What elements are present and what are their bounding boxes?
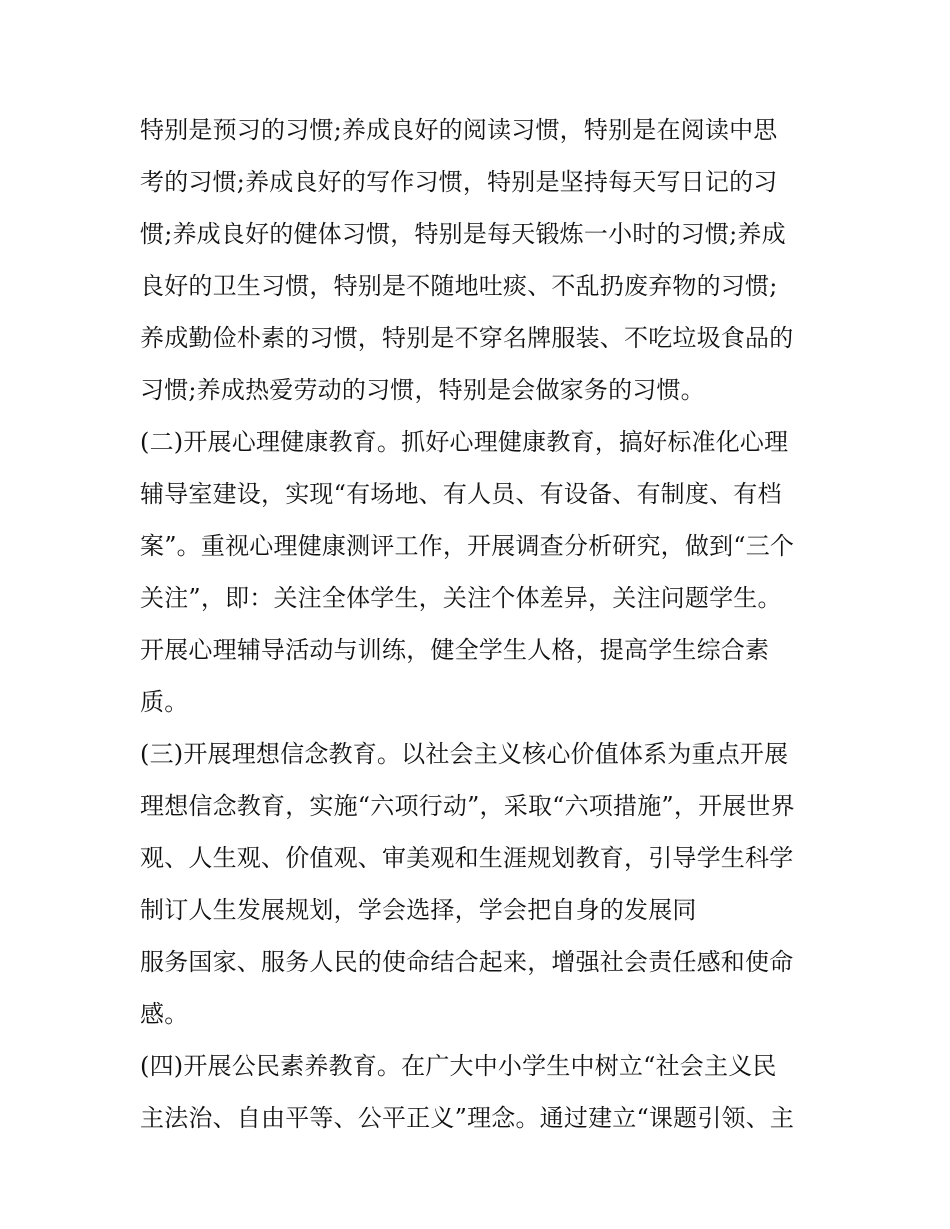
text-line: 习惯;养成热爱劳动的习惯，特别是会做家务的习惯。 (140, 376, 705, 404)
text-line: 观、人生观、价值观、审美观和生涯规划教育，引导学生科学 (140, 844, 794, 872)
text-line: 感。 (140, 1000, 189, 1028)
text-line: 关注”，即：关注全体学生，关注个体差异，关注问题学生。 (140, 584, 782, 612)
text-line: 辅导室建设，实现“有场地、有人员、有设备、有制度、有档 (140, 480, 782, 508)
text-line: 服务国家、服务人民的使命结合起来，增强社会责任感和使命 (140, 948, 794, 976)
text-line: 主法治、自由平等、公平正义”理念。通过建立“课题引领、主 (140, 1104, 795, 1132)
text-line: 理想信念教育，实施“六项行动”，采取“六项措施”，开展世界 (140, 792, 795, 820)
text-line: 考的习惯;养成良好的写作习惯，特别是坚持每天写日记的习 (140, 168, 778, 196)
section-heading-line: (三)开展理想信念教育。以社会主义核心价值体系为重点开展 (140, 740, 789, 768)
text-line: 案”。重视心理健康测评工作，开展调查分析研究，做到“三个 (140, 532, 795, 560)
text-line: 特别是预习的习惯;养成良好的阅读习惯，特别是在阅读中思 (140, 116, 778, 144)
text-line: 惯;养成良好的健体习惯，特别是每天锻炼一小时的习惯;养成 (140, 220, 786, 248)
text-line: 良好的卫生习惯，特别是不随地吐痰、不乱扔废弃物的习惯; (140, 272, 778, 300)
text-line: 养成勤俭朴素的习惯，特别是不穿名牌服装、不吃垃圾食品的 (140, 324, 794, 352)
text-line: 质。 (140, 688, 189, 716)
text-line: 开展心理辅导活动与训练，健全学生人格，提高学生综合素 (140, 636, 770, 664)
text-line: 制订人生发展规划，学会选择，学会把自身的发展同 (140, 896, 697, 924)
section-heading-line: (四)开展公民素养教育。在广大中小学生中树立“社会主义民 (140, 1052, 777, 1080)
body-text (140, 104, 840, 1144)
section-heading-line: (二)开展心理健康教育。抓好心理健康教育，搞好标准化心理 (140, 428, 789, 456)
